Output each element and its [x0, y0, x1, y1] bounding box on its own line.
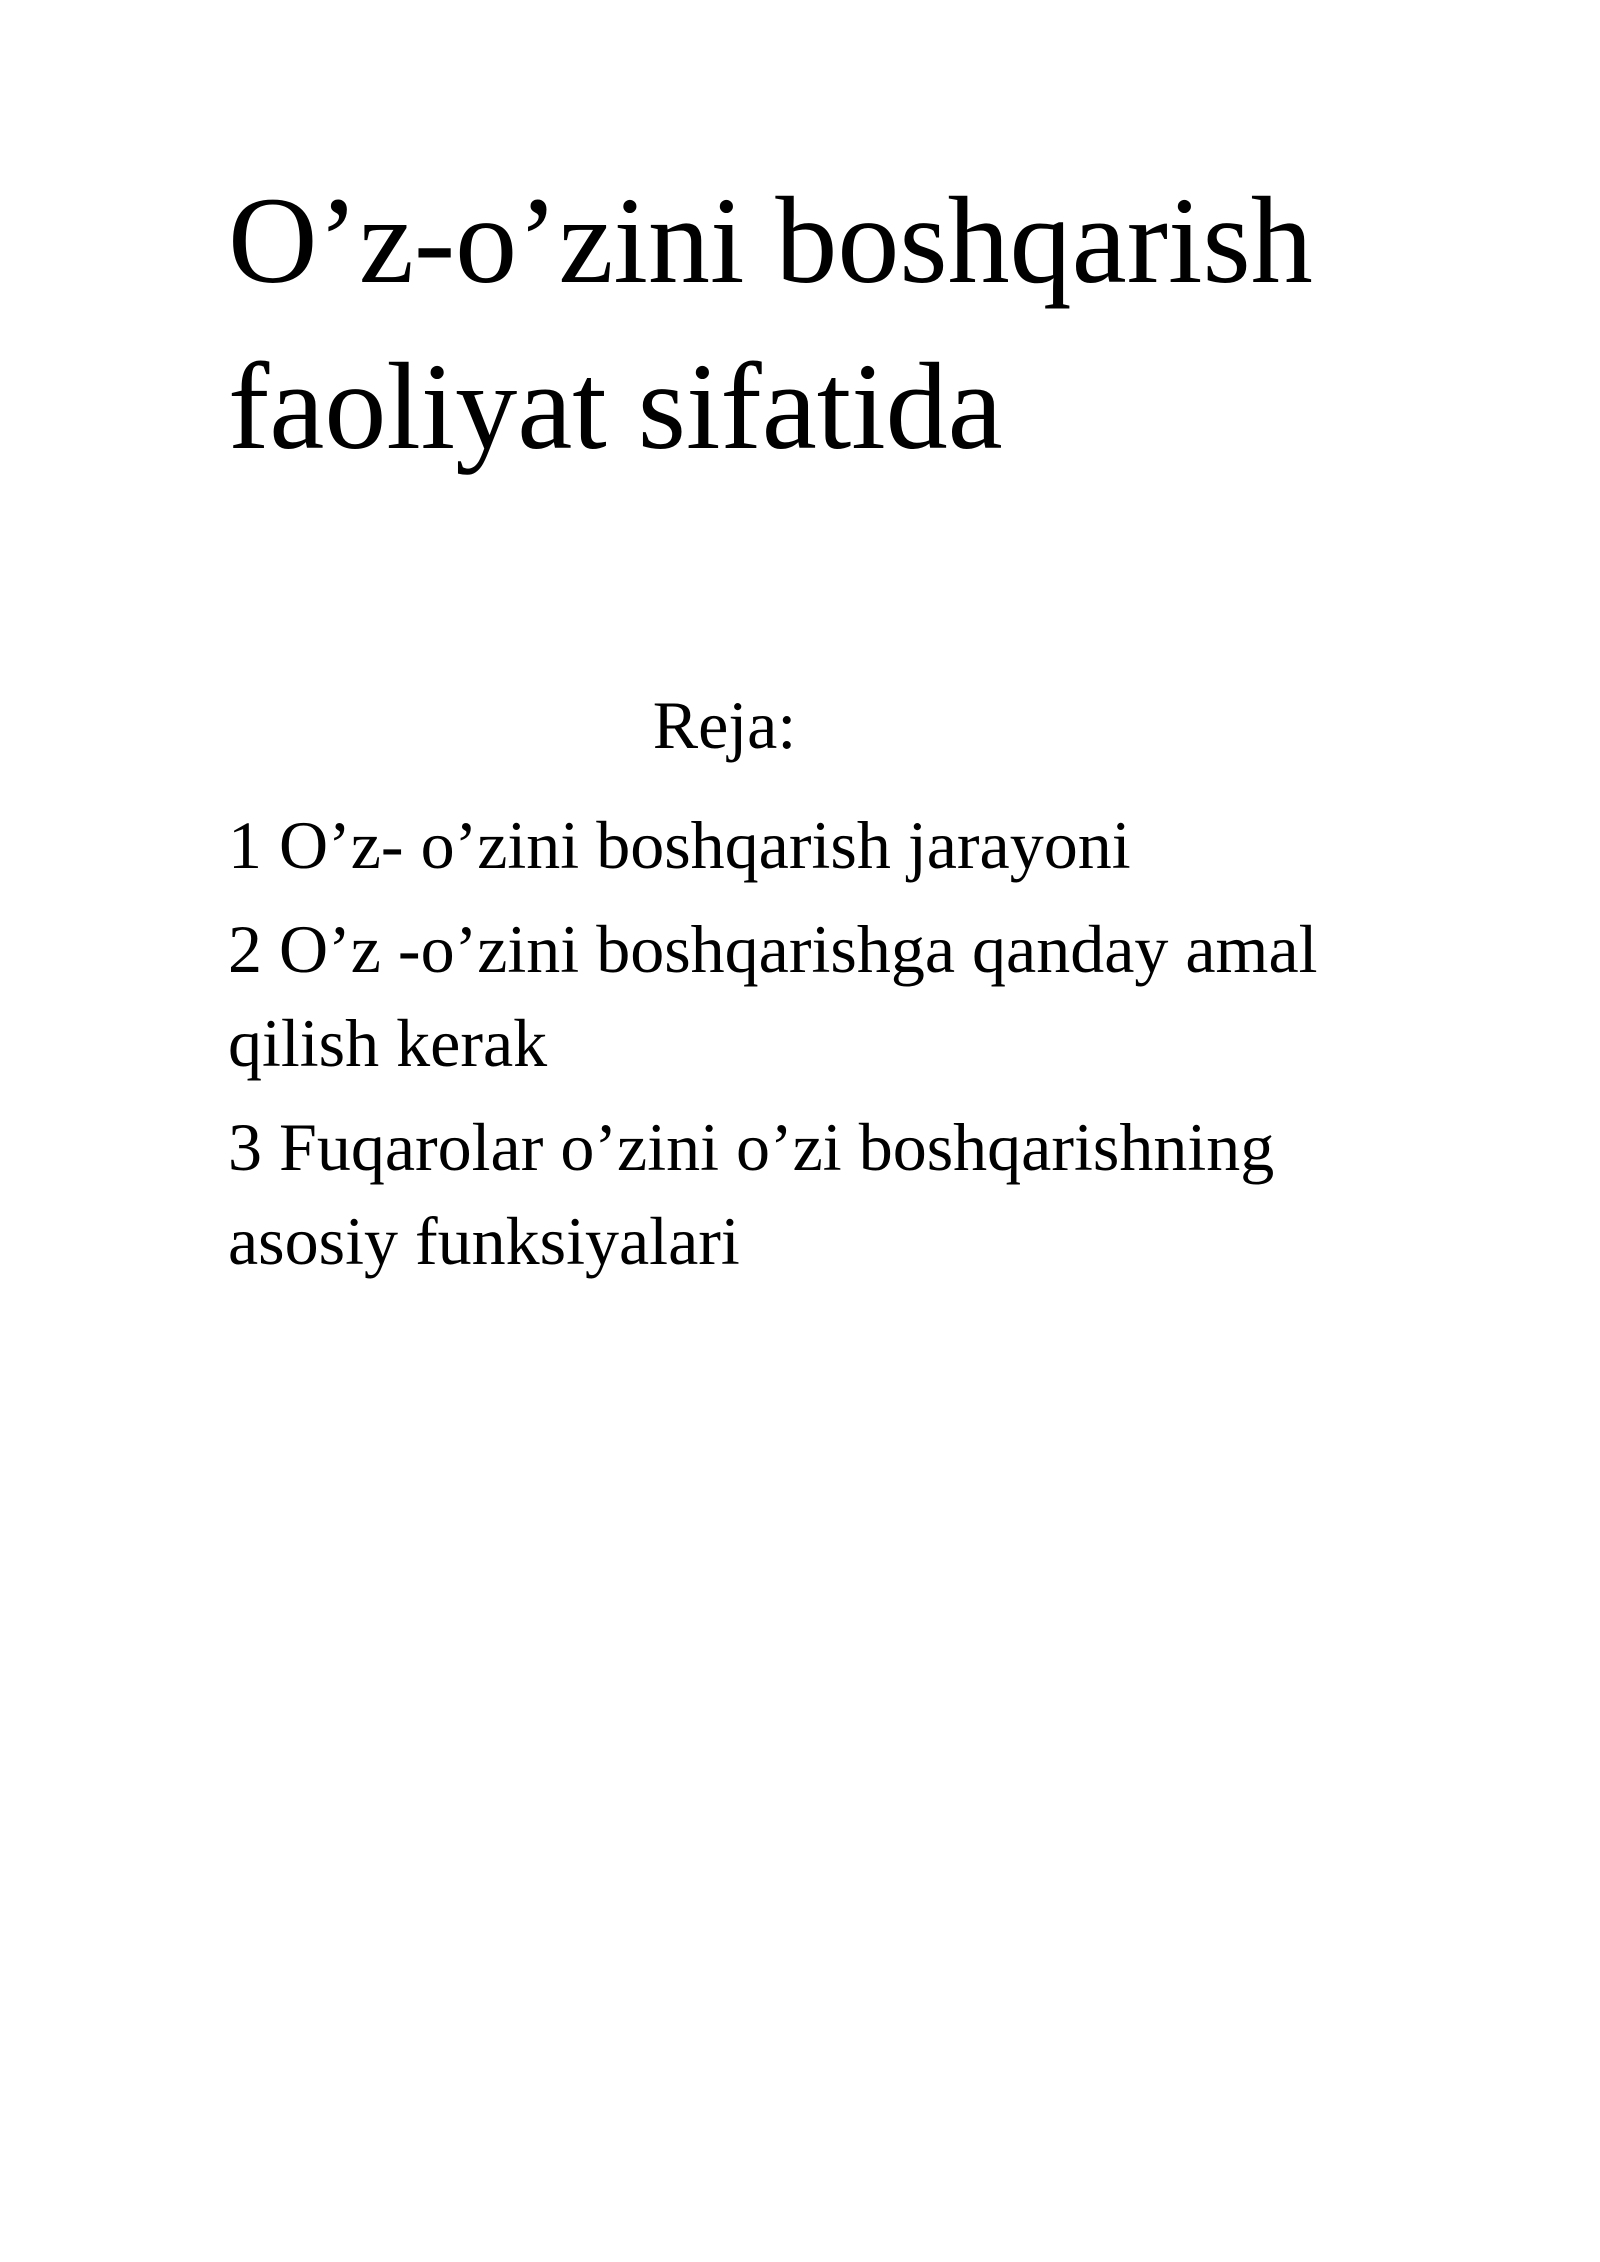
plan-item: [228, 902, 1478, 1090]
plan-item-text: 3 Fuqarolar o’zini o’zi boshqarishning: [228, 1109, 1275, 1185]
plan-item-text: asosiy funksiyalari: [228, 1203, 740, 1279]
plan-item-text: 1 O’z- o’zini boshqarish jarayoni: [228, 807, 1131, 883]
plan-heading: Reja:: [652, 687, 797, 763]
plan-item-text: qilish kerak: [228, 1005, 548, 1081]
title-line: faoliyat sifatida: [228, 338, 1003, 475]
plan-item: [228, 1100, 1478, 1288]
plan-list: [228, 798, 1478, 1298]
plan-item-text: 2 O’z -o’zini boshqarishga qanday amal: [228, 911, 1318, 987]
document-title: [228, 158, 1428, 490]
plan-item: [228, 798, 1478, 892]
title-line: O’z-o’zini boshqarish: [228, 172, 1313, 309]
